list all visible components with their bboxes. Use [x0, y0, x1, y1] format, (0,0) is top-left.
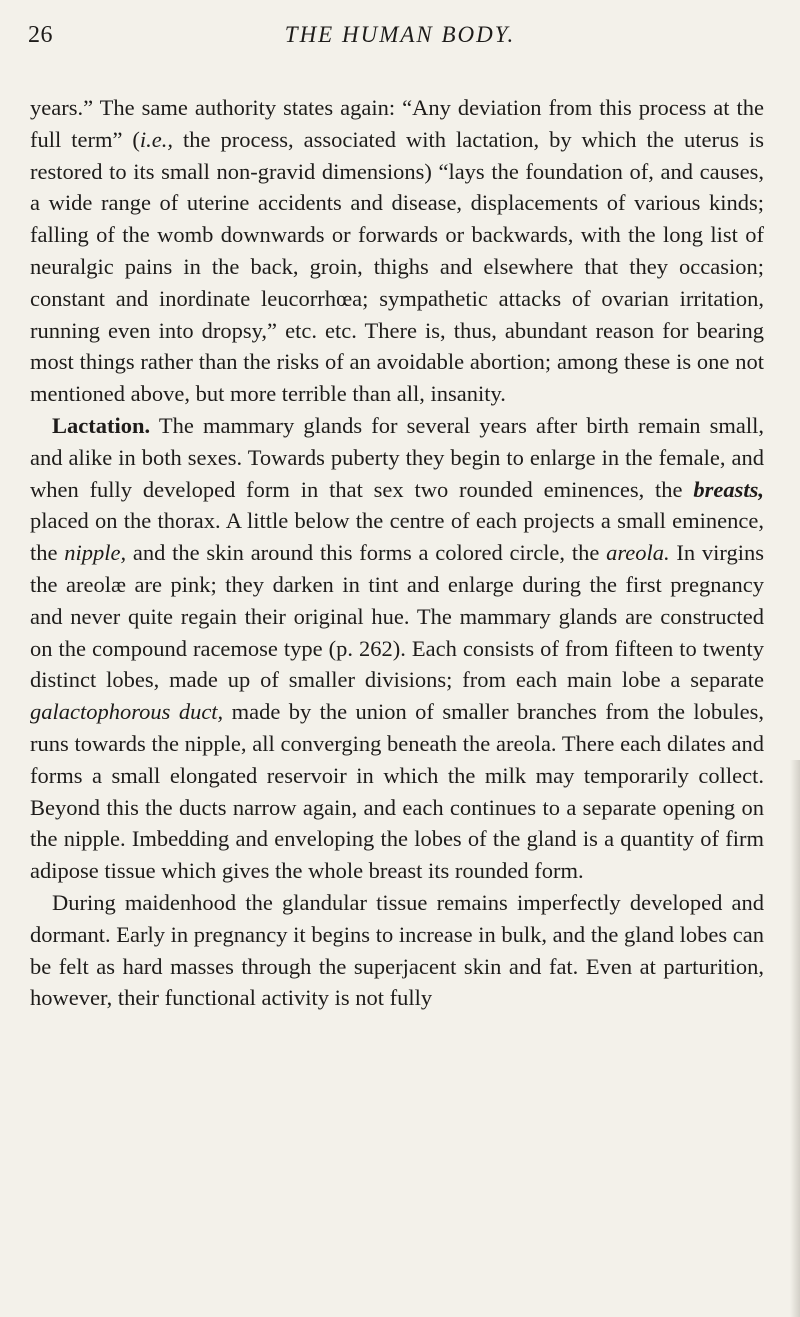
paragraph-continuation — [30, 92, 764, 410]
page-number: 26 — [28, 22, 53, 48]
body-text — [30, 92, 764, 1014]
section-heading-lactation: Lactation. — [52, 412, 151, 438]
term-nipple: nipple, — [64, 540, 127, 566]
paragraph-lactation — [30, 410, 764, 887]
term-breasts: breasts, — [693, 476, 764, 502]
text-run: In virgins the areolæ are pink; they darken in tint and enlarge during the first pregnancy and never quite regain their original hue. The mammary glands are constructed on the compound racemose type (p. 262). Each consists of from fifteen to twenty distinct lobes, made up of smaller divisions; from each main lobe a separate — [30, 540, 764, 693]
paragraph-maidenhood — [30, 887, 764, 1014]
text-run: placed on the thorax. A little below the centre of each projects a small eminence, the — [30, 508, 764, 566]
running-title: THE HUMAN BODY. — [284, 22, 516, 47]
page-edge-shadow — [790, 760, 800, 1317]
text-run: years.” The same authority states again: “Any deviation from this process at the full term” ( — [30, 95, 764, 152]
text-run-italic: i.e., — [139, 126, 174, 152]
text-run: and the skin around this forms a colored circle, the — [126, 540, 607, 566]
text-run: During maidenhood the glandular tissue remains imperfectly developed and dormant. Early in pregnancy it begins to increase in bulk, and the gland lobes can be felt as hard masses through the superjacent skin and fat. Even at parturition, however, their functional activity is not fully — [30, 889, 764, 1011]
text-run: the process, associated with lactation, by which the uterus is restored to its small non-gravid dimensions) “lays the foundation of, and causes, a wide range of uterine accidents and disease, displacements of various kinds; falling of the womb downwards or forwards or backwards, with the long list of neuralgic pains in the back, groin, thighs and elsewhere that they occasion; constant and inordinate leucorrhœa; sympathetic attacks of ovarian irritation, running even into dropsy,” etc. etc. There is, thus, abundant reason for bearing most things rather than the risks of an avoidable abortion; among these is one not mentioned above, but more terrible than all, insanity. — [30, 126, 764, 407]
term-galactophorous-duct: galactophorous duct, — [30, 699, 224, 725]
text-run: The mammary glands for several years after birth remain small, and alike in both sexes. Towards puberty they begin to enlarge in the female, and when fully developed form in that sex two rounded eminences, the — [30, 412, 764, 502]
text-run: made by the union of smaller branches from the lobules, runs towards the nipple, all converging beneath the areola. There each dilates and forms a small elongated reservoir in which the milk may temporarily collect. Beyond this the ducts narrow again, and each continues to a separate opening on the nipple. Imbedding and enveloping the lobes of the gland is a quantity of firm adipose tissue which gives the whole breast its rounded form. — [30, 699, 764, 884]
term-areola: areola. — [606, 540, 670, 566]
